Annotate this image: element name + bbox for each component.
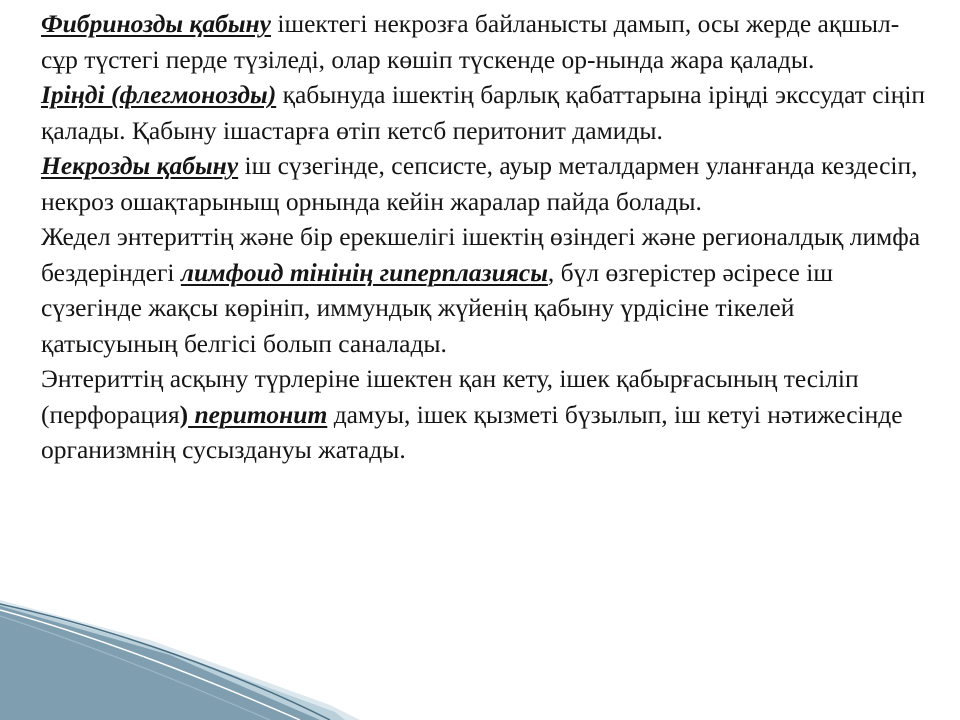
- term-purulent: Іріңді (флегмонозды): [41, 80, 277, 109]
- paragraph-necrotic: [41, 148, 929, 219]
- text-purulent: қабынуда ішектің барлық қабаттарына іріңді экссудат сіңіп қалады. Қабыну ішастарға өтіп кетсб перитонит дамиды.: [41, 80, 926, 145]
- paragraph-fibrinous: [41, 6, 929, 77]
- text-fibrinous: ішектегі некрозға байланысты дамып, осы жерде ақшыл-сұр түстегі перде түзіледі, олар көшіп түскенде ор-нында жара қалады.: [41, 9, 900, 74]
- swoosh-light: [0, 600, 360, 720]
- swoosh-line-2: [0, 610, 300, 720]
- swoosh-dark: [0, 606, 320, 720]
- term-peritonitis: перитонит: [188, 399, 328, 429]
- closing-paren: ): [179, 399, 189, 429]
- term-necrotic: Некрозды қабыну: [41, 151, 239, 180]
- paragraph-complications: [41, 361, 929, 468]
- swoosh-mid: [0, 603, 345, 720]
- text-complications-before: Энтериттің асқыну түрлеріне ішектен қан кету, ішек қабырғасының тесіліп (перфорация: [41, 364, 859, 429]
- body-text: [41, 6, 929, 468]
- swoosh-line-1: [0, 604, 330, 720]
- text-necrotic: іш сүзегінде, сепсисте, ауыр металдармен уланғанда кездесіп, некроз ошақтарыныщ орнында кейін жаралар пайда болады.: [41, 151, 918, 216]
- comma-after-term: ,: [547, 257, 555, 287]
- text-enteritis-before: Жедел энтериттің және бір ерекшелігі ішектің өзіндегі және регионалдық лимфа бездеріндегі: [41, 222, 921, 287]
- text-enteritis-after: бүл өзгерістер әсіресе іш сүзегінде жақсы көрініп, иммундық жүйенің қабыну үрдісіне тікелей қатысуының белгісі болып саналады.: [41, 257, 833, 358]
- term-lymphoid-hyperplasia: лимфоид тінінің гиперплазиясы: [180, 257, 548, 287]
- term-fibrinous: Фибринозды қабыну: [41, 9, 271, 38]
- paragraph-purulent: [41, 77, 929, 148]
- swoosh-line-3: [0, 616, 270, 720]
- text-complications-after: дамуы, ішек қызметі бүзылып, іш кетуі нәтижесінде организмнің сусыздануы жатады.: [41, 399, 903, 464]
- paragraph-enteritis-feature: [41, 219, 929, 361]
